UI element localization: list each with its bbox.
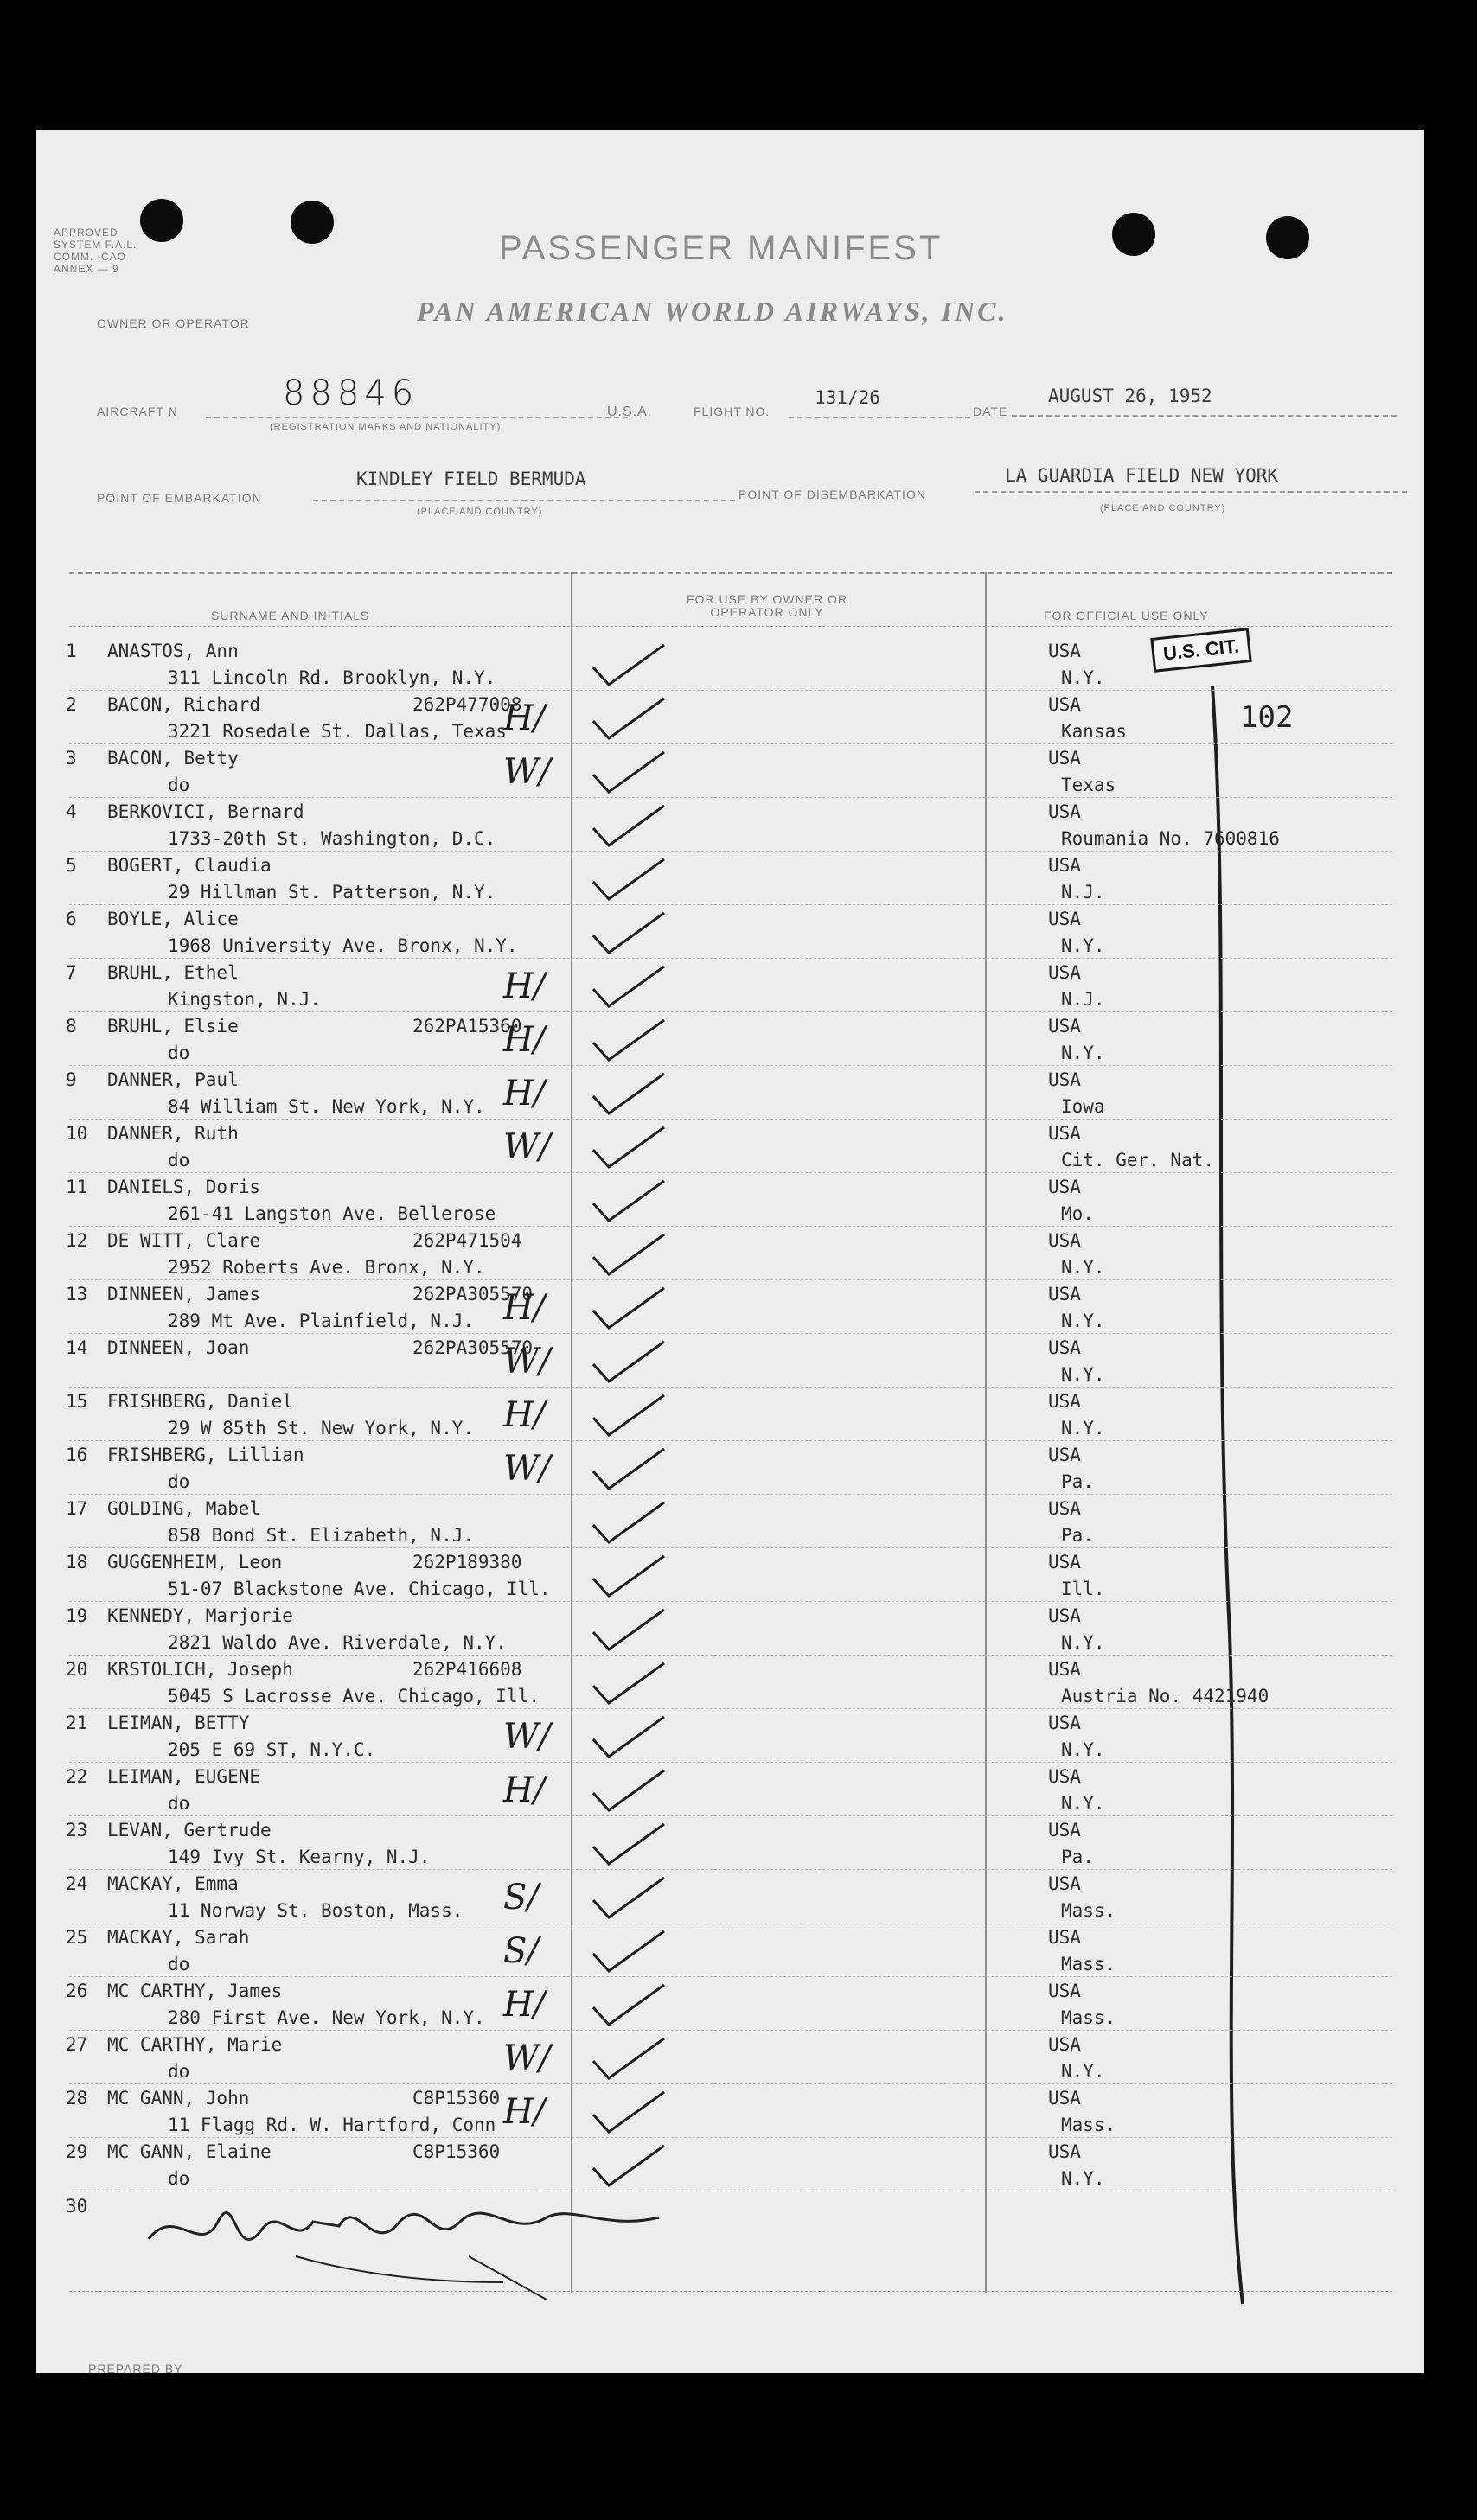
flight-number: 131/26: [815, 387, 880, 408]
residence: N.Y.: [1061, 1632, 1105, 1653]
passenger-name: BACON, Richard: [107, 694, 261, 715]
operator-mark: H/: [503, 1288, 546, 1328]
citizenship: USA: [1048, 1337, 1081, 1358]
col-header-surname: SURNAME AND INITIALS: [211, 609, 370, 622]
check-mark-icon: [590, 1606, 668, 1655]
passenger-address: 858 Bond St. Elizabeth, N.J.: [168, 1525, 475, 1546]
residence: N.Y.: [1061, 1311, 1105, 1331]
residence: Roumania No. 7600816: [1061, 828, 1280, 849]
residence: Austria No. 4421940: [1061, 1686, 1269, 1707]
passenger-address: 1968 University Ave. Bronx, N.Y.: [168, 935, 518, 956]
operator-mark: W/: [503, 2038, 551, 2078]
passenger-row: [36, 1817, 1424, 1871]
passenger-row: [36, 1656, 1424, 1710]
residence: N.J.: [1061, 989, 1105, 1010]
passenger-address: 149 Ivy St. Kearny, N.J.: [168, 1847, 431, 1867]
line-number: 2: [66, 694, 77, 715]
residence: N.Y.: [1061, 1364, 1105, 1385]
line-number: 9: [66, 1069, 77, 1090]
passenger-name: LEVAN, Gertrude: [107, 1820, 272, 1841]
flight-date: AUGUST 26, 1952: [1048, 386, 1212, 406]
operator-mark: W/: [503, 1342, 551, 1381]
passenger-row: [36, 1067, 1424, 1120]
passenger-row: [36, 1710, 1424, 1764]
residence: Pa.: [1061, 1471, 1094, 1492]
residence: N.Y.: [1061, 2168, 1105, 2189]
passenger-row: [36, 1388, 1424, 1442]
citizenship: USA: [1048, 1713, 1081, 1733]
passenger-row: [36, 960, 1424, 1013]
date-label: DATE: [973, 405, 1008, 418]
registration-number: C8P15360: [412, 2141, 501, 2162]
line-number: 26: [66, 1981, 88, 2001]
passenger-name: KRSTOLICH, Joseph: [107, 1659, 293, 1680]
check-mark-icon: [590, 1445, 668, 1494]
line-number: 29: [66, 2141, 88, 2162]
disembarkation-point: LA GUARDIA FIELD NEW YORK: [1005, 465, 1279, 486]
citizenship: USA: [1048, 855, 1081, 876]
line-number: 8: [66, 1016, 77, 1037]
passenger-address: 51-07 Blackstone Ave. Chicago, Ill.: [168, 1579, 551, 1599]
line-number: 23: [66, 1820, 88, 1841]
passenger-address: 1733-20th St. Washington, D.C.: [168, 828, 496, 849]
check-mark-icon: [590, 1660, 668, 1708]
approval-note: APPROVED SYSTEM F.A.L. COMM. ICAO ANNEX — 9: [54, 226, 137, 275]
passenger-name: MC GANN, Elaine: [107, 2141, 272, 2162]
residence: Mass.: [1061, 1954, 1116, 1975]
passenger-name: KENNEDY, Marjorie: [107, 1605, 293, 1626]
check-mark-icon: [590, 856, 668, 904]
operator-mark: H/: [503, 2092, 546, 2132]
embarkation-point: KINDLEY FIELD BERMUDA: [356, 469, 586, 489]
citizenship: USA: [1048, 909, 1081, 929]
registration-number: 262P416608: [412, 1659, 522, 1680]
citizenship: USA: [1048, 2141, 1081, 2162]
passenger-row: [36, 1013, 1424, 1067]
registration-number: 262P189380: [412, 1552, 522, 1573]
passenger-row: [36, 2085, 1424, 2139]
line-number: 19: [66, 1605, 88, 1626]
registration-caption: (REGISTRATION MARKS AND NATIONALITY): [270, 422, 502, 432]
passenger-address: do: [168, 1471, 190, 1492]
line-number: 4: [66, 801, 77, 822]
passenger-address: 311 Lincoln Rd. Brooklyn, N.Y.: [168, 667, 496, 688]
residence: N.Y.: [1061, 667, 1105, 688]
check-mark-icon: [590, 1821, 668, 1869]
passenger-name: BRUHL, Ethel: [107, 962, 239, 983]
residence: N.J.: [1061, 882, 1105, 903]
residence: N.Y.: [1061, 2061, 1105, 2082]
operator-mark: H/: [503, 1020, 546, 1060]
line-number-30: 30: [66, 2196, 88, 2217]
citizenship: USA: [1048, 1552, 1081, 1573]
citizenship: USA: [1048, 1391, 1081, 1412]
passenger-name: FRISHBERG, Daniel: [107, 1391, 293, 1412]
check-mark-icon: [590, 1928, 668, 1976]
check-mark-icon: [590, 695, 668, 743]
aircraft-number: 88846: [283, 373, 419, 413]
place-caption-embark: (PLACE AND COUNTRY): [417, 507, 543, 517]
check-mark-icon: [590, 1392, 668, 1440]
passenger-address: 2821 Waldo Ave. Riverdale, N.Y.: [168, 1632, 507, 1653]
line-number: 27: [66, 2034, 88, 2055]
operator-name: PAN AMERICAN WORLD AIRWAYS, INC.: [417, 296, 1008, 327]
passenger-row: [36, 1603, 1424, 1656]
passenger-row: [36, 1120, 1424, 1174]
passenger-name: MC CARTHY, Marie: [107, 2034, 283, 2055]
check-mark-icon: [590, 1017, 668, 1065]
passenger-name: BRUHL, Elsie: [107, 1016, 239, 1037]
operator-mark: S/: [503, 1878, 539, 1917]
operator-mark: H/: [503, 967, 546, 1006]
citizenship: USA: [1048, 641, 1081, 661]
passenger-name: ANASTOS, Ann: [107, 641, 239, 661]
check-mark-icon: [590, 1285, 668, 1333]
line-number: 24: [66, 1873, 88, 1894]
residence: Pa.: [1061, 1525, 1094, 1546]
registration-number: 262PA305570: [412, 1337, 534, 1358]
line-number: 28: [66, 2088, 88, 2109]
citizenship: USA: [1048, 1230, 1081, 1251]
passenger-row: [36, 852, 1424, 906]
punch-hole: [1266, 216, 1309, 259]
place-caption-disembark: (PLACE AND COUNTRY): [1100, 503, 1226, 514]
line-number: 18: [66, 1552, 88, 1573]
residence: N.Y.: [1061, 1418, 1105, 1439]
disembarkation-label: POINT OF DISEMBARKATION: [738, 488, 926, 501]
passenger-name: DINNEEN, Joan: [107, 1337, 250, 1358]
check-mark-icon: [590, 1713, 668, 1762]
passenger-address: 280 First Ave. New York, N.Y.: [168, 2007, 485, 2028]
passenger-row: [36, 2032, 1424, 2085]
citizenship: USA: [1048, 1766, 1081, 1787]
line-number: 7: [66, 962, 77, 983]
embarkation-label: POINT OF EMBARKATION: [97, 491, 262, 505]
passenger-address: 289 Mt Ave. Plainfield, N.J.: [168, 1311, 475, 1331]
line-number: 12: [66, 1230, 88, 1251]
citizenship: USA: [1048, 2034, 1081, 2055]
residence: N.Y.: [1061, 1043, 1105, 1063]
passenger-row: [36, 745, 1424, 799]
passenger-row: [36, 1442, 1424, 1496]
residence: N.Y.: [1061, 935, 1105, 956]
passenger-name: DE WITT, Clare: [107, 1230, 261, 1251]
passenger-address: 29 W 85th St. New York, N.Y.: [168, 1418, 475, 1439]
passenger-name: LEIMAN, BETTY: [107, 1713, 250, 1733]
operator-mark: H/: [503, 1770, 546, 1810]
line-number: 13: [66, 1284, 88, 1305]
check-mark-icon: [590, 963, 668, 1011]
passenger-name: GOLDING, Mabel: [107, 1498, 261, 1519]
check-mark-icon: [590, 1553, 668, 1601]
check-mark-icon: [590, 641, 668, 690]
passenger-row: [36, 906, 1424, 960]
citizenship: USA: [1048, 1659, 1081, 1680]
prepared-by-label: PREPARED BY: [88, 2362, 183, 2376]
check-mark-icon: [590, 802, 668, 851]
passenger-address: Kingston, N.J.: [168, 989, 322, 1010]
check-mark-icon: [590, 1177, 668, 1226]
citizenship: USA: [1048, 1873, 1081, 1894]
citizenship: USA: [1048, 2088, 1081, 2109]
passenger-name: DINNEEN, James: [107, 1284, 261, 1305]
passenger-address: 29 Hillman St. Patterson, N.Y.: [168, 882, 496, 903]
residence: Mass.: [1061, 2115, 1116, 2135]
passenger-address: do: [168, 1043, 190, 1063]
passenger-row: [36, 1228, 1424, 1281]
line-number: 20: [66, 1659, 88, 1680]
residence: Mo.: [1061, 1203, 1094, 1224]
passenger-name: MACKAY, Emma: [107, 1873, 239, 1894]
registration-number: 262P477008: [412, 694, 522, 715]
passenger-row: [36, 1549, 1424, 1603]
check-mark-icon: [590, 1338, 668, 1387]
citizenship: USA: [1048, 1927, 1081, 1948]
check-mark-icon: [590, 1070, 668, 1119]
passenger-row: [36, 1764, 1424, 1817]
passenger-row: [36, 1924, 1424, 1978]
passenger-address: 205 E 69 ST, N.Y.C.: [168, 1739, 376, 1760]
passenger-name: MC CARTHY, James: [107, 1981, 283, 2001]
check-mark-icon: [590, 2035, 668, 2083]
operator-mark: W/: [503, 1717, 551, 1757]
citizenship: USA: [1048, 1820, 1081, 1841]
punch-hole: [1112, 213, 1155, 256]
passenger-address: 11 Norway St. Boston, Mass.: [168, 1900, 464, 1921]
passenger-address: do: [168, 1954, 190, 1975]
citizenship: USA: [1048, 694, 1081, 715]
passenger-address: do: [168, 775, 190, 795]
residence: Kansas: [1061, 721, 1127, 742]
registration-number: 262PA305570: [412, 1284, 534, 1305]
line-number: 11: [66, 1177, 88, 1197]
passenger-name: MACKAY, Sarah: [107, 1927, 250, 1948]
operator-mark: H/: [503, 699, 546, 738]
check-mark-icon: [590, 1231, 668, 1279]
registration-number: 262PA15360: [412, 1016, 522, 1037]
owner-label: OWNER OR OPERATOR: [97, 316, 250, 330]
operator-mark: H/: [503, 1985, 546, 2025]
passenger-address: 3221 Rosedale St. Dallas, Texas: [168, 721, 507, 742]
line-number: 3: [66, 748, 77, 769]
citizenship: USA: [1048, 1284, 1081, 1305]
manifest-sheet: [36, 130, 1424, 2376]
line-number: 5: [66, 855, 77, 876]
line-number: 21: [66, 1713, 88, 1733]
residence: Mass.: [1061, 1900, 1116, 1921]
check-mark-icon: [590, 909, 668, 958]
passenger-row: [36, 799, 1424, 852]
check-mark-icon: [590, 1499, 668, 1547]
citizenship: USA: [1048, 1123, 1081, 1144]
form-title: PASSENGER MANIFEST: [499, 229, 943, 267]
passenger-name: DANNER, Paul: [107, 1069, 239, 1090]
operator-mark: W/: [503, 752, 551, 792]
passenger-name: BERKOVICI, Bernard: [107, 801, 304, 822]
operator-mark: S/: [503, 1931, 539, 1971]
passenger-address: do: [168, 2061, 190, 2082]
passenger-name: BACON, Betty: [107, 748, 239, 769]
passenger-address: 2952 Roberts Ave. Bronx, N.Y.: [168, 1257, 485, 1278]
residence: N.Y.: [1061, 1257, 1105, 1278]
nationality: U.S.A.: [607, 405, 653, 419]
aircraft-label: AIRCRAFT N: [97, 405, 178, 418]
line-number: 25: [66, 1927, 88, 1948]
citizenship: USA: [1048, 801, 1081, 822]
residence: Iowa: [1061, 1096, 1105, 1117]
officer-signature: [140, 2170, 676, 2308]
residence: Pa.: [1061, 1847, 1094, 1867]
passenger-row: [36, 1335, 1424, 1388]
passenger-address: do: [168, 2168, 190, 2189]
passenger-name: BOGERT, Claudia: [107, 855, 272, 876]
passenger-address: 261-41 Langston Ave. Bellerose: [168, 1203, 496, 1224]
passenger-row: [36, 1871, 1424, 1924]
operator-mark: H/: [503, 1395, 546, 1435]
line-number: 6: [66, 909, 77, 929]
line-number: 22: [66, 1766, 88, 1787]
line-number: 16: [66, 1445, 88, 1465]
passenger-name: MC GANN, John: [107, 2088, 250, 2109]
line-number: 1: [66, 641, 77, 661]
operator-mark: W/: [503, 1127, 551, 1167]
operator-mark: W/: [503, 1449, 551, 1489]
citizenship: USA: [1048, 1177, 1081, 1197]
registration-number: 262P471504: [412, 1230, 522, 1251]
check-mark-icon: [590, 1874, 668, 1923]
citizenship: USA: [1048, 1016, 1081, 1037]
col-header-official: FOR OFFICIAL USE ONLY: [1044, 609, 1209, 622]
residence: N.Y.: [1061, 1739, 1105, 1760]
passenger-row: [36, 638, 1424, 692]
passenger-name: FRISHBERG, Lillian: [107, 1445, 304, 1465]
citizenship: USA: [1048, 1498, 1081, 1519]
citizenship: USA: [1048, 1069, 1081, 1090]
citizenship: USA: [1048, 1605, 1081, 1626]
passenger-name: LEIMAN, EUGENE: [107, 1766, 261, 1787]
line-number: 14: [66, 1337, 88, 1358]
passenger-address: do: [168, 1150, 190, 1171]
passenger-name: GUGGENHEIM, Leon: [107, 1552, 283, 1573]
passenger-address: do: [168, 1793, 190, 1814]
passenger-name: DANIELS, Doris: [107, 1177, 261, 1197]
passenger-address: 84 William St. New York, N.Y.: [168, 1096, 485, 1117]
check-mark-icon: [590, 1124, 668, 1172]
residence: Cit. Ger. Nat.: [1061, 1150, 1215, 1171]
col-header-owner: FOR USE BY OWNER OR OPERATOR ONLY: [687, 592, 847, 619]
citizenship: USA: [1048, 1445, 1081, 1465]
residence: Texas: [1061, 775, 1116, 795]
line-number: 10: [66, 1123, 88, 1144]
registration-number: C8P15360: [412, 2088, 501, 2109]
residence: Mass.: [1061, 2007, 1116, 2028]
check-mark-icon: [590, 1767, 668, 1815]
passenger-row: [36, 1978, 1424, 2032]
passenger-name: BOYLE, Alice: [107, 909, 239, 929]
passenger-name: DANNER, Ruth: [107, 1123, 239, 1144]
residence: N.Y.: [1061, 1793, 1105, 1814]
residence: Ill.: [1061, 1579, 1105, 1599]
line-number: 15: [66, 1391, 88, 1412]
citizenship: USA: [1048, 962, 1081, 983]
line-number: 17: [66, 1498, 88, 1519]
check-mark-icon: [590, 2089, 668, 2137]
passenger-row: [36, 1496, 1424, 1549]
passenger-address: 11 Flagg Rd. W. Hartford, Conn: [168, 2115, 496, 2135]
passenger-row: [36, 692, 1424, 745]
passenger-count: 102: [1240, 700, 1294, 735]
check-mark-icon: [590, 749, 668, 797]
check-mark-icon: [590, 1981, 668, 2030]
passenger-row: [36, 1174, 1424, 1228]
passenger-address: 5045 S Lacrosse Ave. Chicago, Ill.: [168, 1686, 540, 1707]
citizenship: USA: [1048, 748, 1081, 769]
citizenship: USA: [1048, 1981, 1081, 2001]
us-citizen-stamp: U.S. CIT.: [1150, 628, 1252, 673]
flight-label: FLIGHT NO.: [694, 405, 770, 418]
punch-hole: [291, 201, 334, 244]
passenger-row: [36, 1281, 1424, 1335]
operator-mark: H/: [503, 1074, 546, 1113]
